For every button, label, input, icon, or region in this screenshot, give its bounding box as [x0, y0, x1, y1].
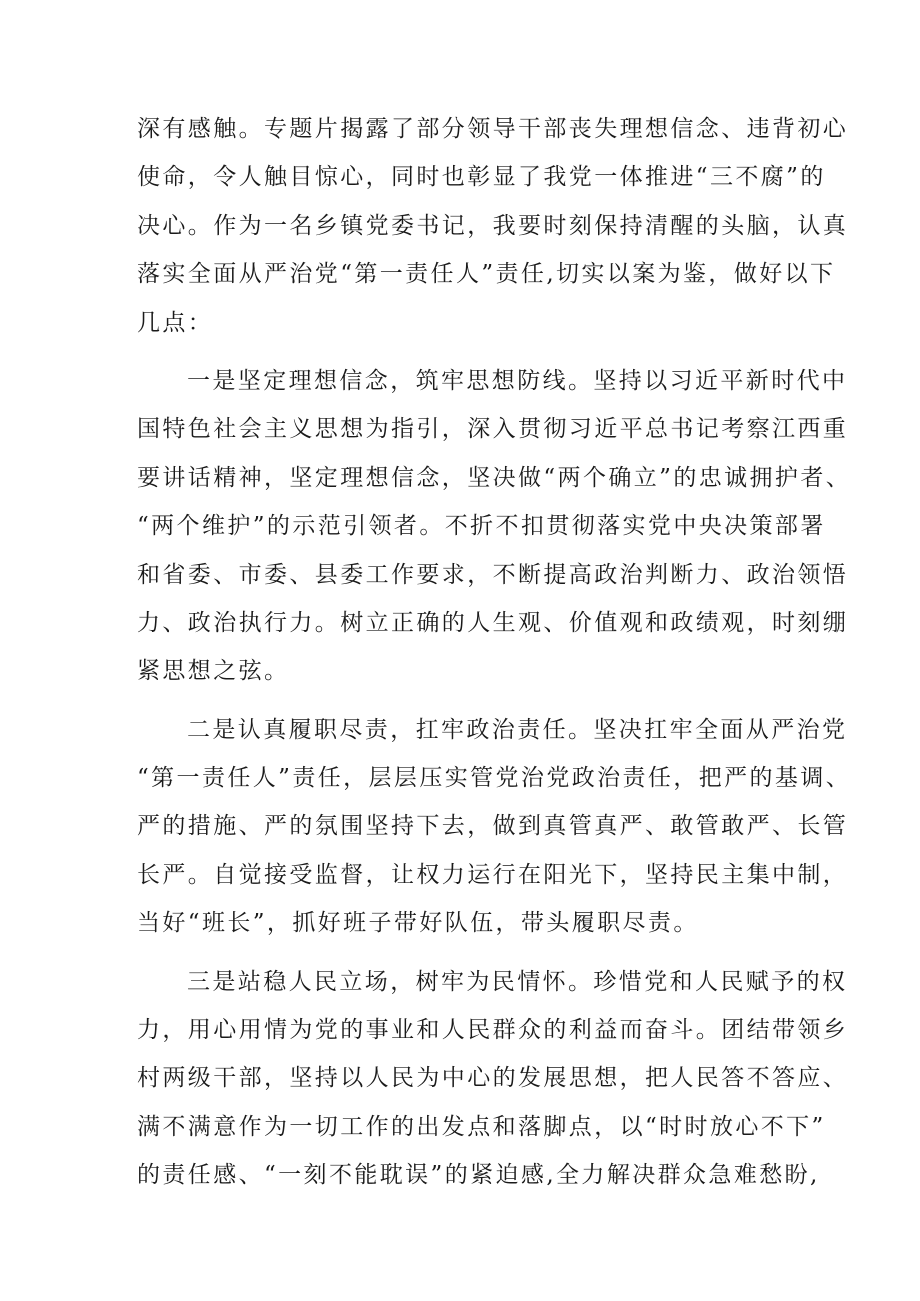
text-line: 紧思想之弦。 [137, 658, 290, 685]
text-line: 和省委、市委、县委工作要求，不断提高政治判断力、政治领悟 [137, 561, 849, 588]
paragraph-gap [137, 948, 820, 958]
text-line: 满不满意作为一切工作的出发点和落脚点，以“时时放心不下” [137, 1113, 826, 1140]
text-line: “两个维护”的示范引领者。不折不扣贯彻落实党中央决策部署 [137, 513, 826, 540]
paragraph [137, 706, 852, 948]
paragraph-gap [137, 696, 820, 706]
text-line: 的责任感、“一刻不能耽误”的紧迫感,全力解决群众急难愁盼, [137, 1162, 820, 1189]
text-line: 长严。自觉接受监督，让权力运行在阳光下，坚持民主集中制， [137, 861, 849, 888]
text-line: 国特色社会主义思想为指引，深入贯彻习近平总书记考察江西重 [137, 416, 849, 443]
text-line: 使命，令人触目惊心，同时也彰显了我党一体推进“三不腐”的 [137, 164, 826, 191]
paragraph [137, 958, 849, 1200]
text-line: “第一责任人”责任，层层压实管党治党政治责任，把严的基调、 [137, 765, 852, 792]
text-line: 落实全面从严治党“第一责任人”责任,切实以案为鉴，做好以下 [137, 261, 836, 288]
text-line: 严的措施、严的氛围坚持下去，做到真管真严、敢管敢严、长管 [137, 813, 849, 840]
text-line: 三是站稳人民立场，树牢为民情怀。珍惜党和人民赋予的权 [187, 968, 848, 995]
text-line: 几点： [137, 309, 214, 336]
text-line: 决心。作为一名乡镇党委书记，我要时刻保持清醒的头脑，认真 [137, 212, 849, 239]
text-line: 当好“班长”，抓好班子带好队伍，带头履职尽责。 [137, 910, 699, 937]
paragraph [137, 357, 852, 696]
text-line: 力、政治执行力。树立正确的人生观、价值观和政绩观，时刻绷 [137, 609, 849, 636]
text-line: 力，用心用情为党的事业和人民群众的利益而奋斗。团结带领乡 [137, 1017, 849, 1044]
paragraph-gap [137, 347, 820, 357]
text-line: 一是坚定理想信念，筑牢思想防线。坚持以习近平新时代中 [187, 367, 848, 394]
text-line: 二是认真履职尽责，扛牢政治责任。坚决扛牢全面从严治党 [187, 716, 848, 743]
paragraph [137, 105, 849, 347]
text-line: 村两级干部，坚持以人民为中心的发展思想，把人民答不答应、 [137, 1065, 849, 1092]
text-line: 深有感触。专题片揭露了部分领导干部丧失理想信念、违背初心 [137, 116, 849, 142]
text-line: 要讲话精神，坚定理想信念，坚决做“两个确立”的忠诚拥护者、 [137, 464, 852, 491]
